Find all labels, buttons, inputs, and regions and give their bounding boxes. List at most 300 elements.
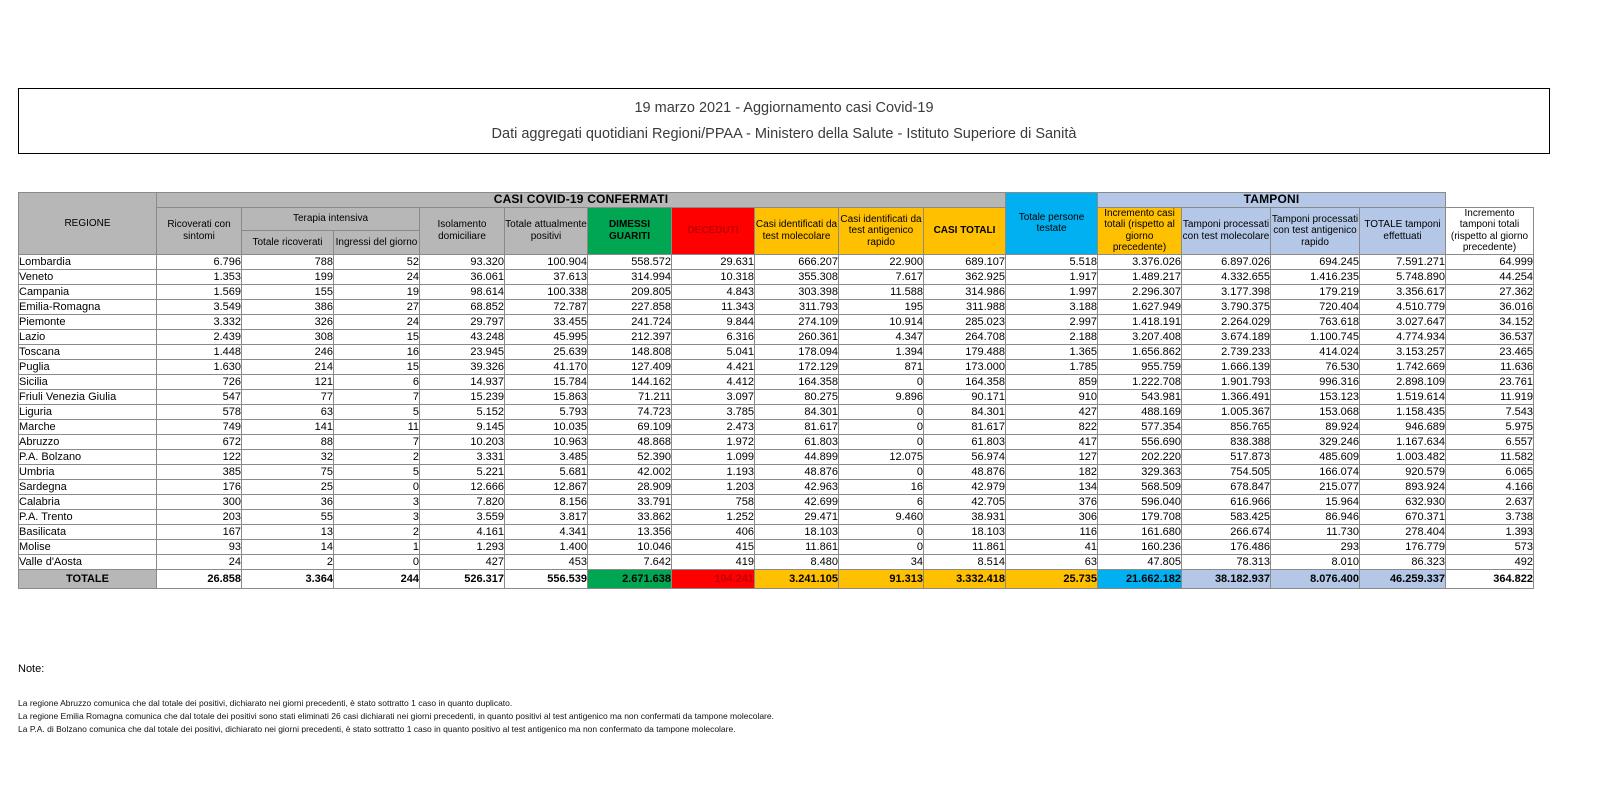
cell-isolamento: 3.331 [420,449,505,464]
cell-tamp_tot: 1.158.435 [1360,404,1446,419]
region-name-cell: Friuli Venezia Giulia [19,389,157,404]
cell-dimessi: 144.162 [588,374,672,389]
cell-ti_totale: 199 [242,269,334,284]
cell-molecolare: 29.471 [755,509,839,524]
cell-ti_ingressi: 2 [334,449,420,464]
cell-molecolare: 303.398 [755,284,839,299]
cell-antigenico: 16 [839,479,924,494]
cell-positivi: 3.817 [505,509,588,524]
table-row [19,554,1534,569]
cell-deceduti: 1.193 [672,464,755,479]
cell-positivi: 15.784 [505,374,588,389]
cell-antigenico: 0 [839,419,924,434]
cell-ti_totale: 75 [242,464,334,479]
cell-antigenico: 0 [839,539,924,554]
cell-tamp_ant: 720.404 [1271,299,1360,314]
cell-incr_tamp: 23.761 [1446,374,1534,389]
cell-tamp_mol: 3.177.398 [1182,284,1271,299]
cell-tamp_ant: 166.074 [1271,464,1360,479]
cell-tamp_ant: 15.964 [1271,494,1360,509]
cell-molecolare: 164.358 [755,374,839,389]
cell-dimessi: 52.390 [588,449,672,464]
cell-incr_casi: 427 [1006,404,1098,419]
cell-isolamento: 10.203 [420,434,505,449]
col-header-incremento-casi: Incremento casi totali (rispetto al giorno precedente) [1098,207,1182,254]
cell-incr_tamp: 3.738 [1446,509,1534,524]
cell-positivi: 5.681 [505,464,588,479]
cell-antigenico: 871 [839,359,924,374]
cell-incr_casi: 41 [1006,539,1098,554]
cell-incr_tamp: 11.919 [1446,389,1534,404]
cell-ricoverati: 176 [157,479,242,494]
cell-tamp_tot: 946.689 [1360,419,1446,434]
cell-isolamento: 12.666 [420,479,505,494]
cell-ti_totale: 88 [242,434,334,449]
region-name-cell: Piemonte [19,314,157,329]
cell-deceduti: 1.972 [672,434,755,449]
cell-casi_totali: 90.171 [924,389,1006,404]
cell-ricoverati: 1.569 [157,284,242,299]
cell-positivi: 12.867 [505,479,588,494]
cell-tamp_tot: 1.003.482 [1360,449,1446,464]
cell-positivi: 45.995 [505,329,588,344]
cell-incr_tamp: 4.166 [1446,479,1534,494]
cell-tamp_mol: 517.873 [1182,449,1271,464]
cell-incr_casi: 2.997 [1006,314,1098,329]
cell-isolamento: 98.614 [420,284,505,299]
cell-tamp_mol: 616.966 [1182,494,1271,509]
cell-positivi: 72.787 [505,299,588,314]
cell-ti_ingressi: 2 [334,524,420,539]
cell-ti_totale: 141 [242,419,334,434]
cell-ti_totale: 214 [242,359,334,374]
cell-testate: 596.040 [1098,494,1182,509]
cell-incr_tamp: 23.465 [1446,344,1534,359]
cell-casi_totali: 164.358 [924,374,1006,389]
cell-tamp_ant: 763.618 [1271,314,1360,329]
table-row [19,269,1534,284]
cell-molecolare: 666.207 [755,254,839,269]
col-header-persone-testate: Totale persone testate [1006,193,1098,255]
cell-casi_totali: 689.107 [924,254,1006,269]
cell-testate: 2.296.307 [1098,284,1182,299]
cell-tamp_mol: 3.790.375 [1182,299,1271,314]
cell-tamp_ant: 86.946 [1271,509,1360,524]
cell-tamp_tot: 4.510.779 [1360,299,1446,314]
cell-casi_totali: 81.617 [924,419,1006,434]
cell-antigenico: 10.914 [839,314,924,329]
col-header-totale-positivi: Totale attualmente positivi [505,207,588,254]
cell-molecolare: 61.803 [755,434,839,449]
cell-casi_totali: 173.000 [924,359,1006,374]
table-row [19,479,1534,494]
cell-deceduti: 758 [672,494,755,509]
cell-tamp_mol: 2.264.029 [1182,314,1271,329]
cell-isolamento: 5.152 [420,404,505,419]
cell-tamp_ant: 996.316 [1271,374,1360,389]
col-header-test-antigenico: Casi identificati da test antigenico rapido [839,207,924,254]
cell-tamp_mol: 856.765 [1182,419,1271,434]
cell-ti_totale: 14 [242,539,334,554]
cell-ti_totale: 32 [242,449,334,464]
cell-incr_tamp: 6.065 [1446,464,1534,479]
cell-isolamento: 15.239 [420,389,505,404]
cell-tamp_mol: 1.366.491 [1182,389,1271,404]
table-row [19,404,1534,419]
cell-molecolare: 178.094 [755,344,839,359]
cell-ricoverati: 672 [157,434,242,449]
cell-deceduti: 9.844 [672,314,755,329]
cell-antigenico: 11.588 [839,284,924,299]
cell-tamp_ant: 11.730 [1271,524,1360,539]
cell-isolamento: 68.852 [420,299,505,314]
cell-positivi: 41.170 [505,359,588,374]
cell-deceduti: 1.203 [672,479,755,494]
total-cell-tamp_ant: 8.076.400 [1271,569,1360,588]
total-cell-positivi: 556.539 [505,569,588,588]
cell-isolamento: 3.559 [420,509,505,524]
cell-incr_tamp: 64.999 [1446,254,1534,269]
cell-dimessi: 33.862 [588,509,672,524]
cell-incr_casi: 134 [1006,479,1098,494]
cell-casi_totali: 8.514 [924,554,1006,569]
cell-molecolare: 274.109 [755,314,839,329]
cell-dimessi: 13.356 [588,524,672,539]
region-name-cell: Valle d'Aosta [19,554,157,569]
total-cell-testate: 21.662.182 [1098,569,1182,588]
notes-section [18,663,774,735]
cell-tamp_ant: 293 [1271,539,1360,554]
region-name-cell: Lazio [19,329,157,344]
cell-ricoverati: 726 [157,374,242,389]
cell-incr_casi: 1.917 [1006,269,1098,284]
cell-ricoverati: 547 [157,389,242,404]
cell-positivi: 10.035 [505,419,588,434]
band-terapia-intensiva: Terapia intensiva [242,207,420,231]
cell-ti_ingressi: 6 [334,374,420,389]
table-row [19,314,1534,329]
region-name-cell: Marche [19,419,157,434]
cell-isolamento: 23.945 [420,344,505,359]
cell-dimessi: 241.724 [588,314,672,329]
cell-tamp_tot: 3.356.617 [1360,284,1446,299]
cell-tamp_mol: 4.332.655 [1182,269,1271,284]
region-name-cell: P.A. Trento [19,509,157,524]
cell-tamp_mol: 754.505 [1182,464,1271,479]
cell-tamp_tot: 670.371 [1360,509,1446,524]
cell-casi_totali: 48.876 [924,464,1006,479]
cell-tamp_mol: 838.388 [1182,434,1271,449]
cell-dimessi: 148.808 [588,344,672,359]
cell-deceduti: 406 [672,524,755,539]
cell-antigenico: 195 [839,299,924,314]
cell-testate: 329.363 [1098,464,1182,479]
cell-dimessi: 314.994 [588,269,672,284]
cell-ricoverati: 6.796 [157,254,242,269]
cell-tamp_ant: 215.077 [1271,479,1360,494]
cell-antigenico: 22.900 [839,254,924,269]
cell-positivi: 453 [505,554,588,569]
cell-positivi: 15.863 [505,389,588,404]
cell-tamp_tot: 1.167.634 [1360,434,1446,449]
cell-molecolare: 44.899 [755,449,839,464]
cell-tamp_tot: 86.323 [1360,554,1446,569]
cell-incr_tamp: 1.393 [1446,524,1534,539]
total-label-cell: TOTALE [19,569,157,588]
cell-isolamento: 93.320 [420,254,505,269]
cell-antigenico: 0 [839,464,924,479]
cell-tamp_ant: 414.024 [1271,344,1360,359]
cell-ti_totale: 246 [242,344,334,359]
cell-tamp_tot: 278.404 [1360,524,1446,539]
cell-antigenico: 0 [839,434,924,449]
cell-molecolare: 260.361 [755,329,839,344]
total-cell-ti_ingressi: 244 [334,569,420,588]
table-row [19,464,1534,479]
covid-data-table [18,192,1534,589]
table-body [19,254,1534,588]
cell-ti_totale: 155 [242,284,334,299]
region-name-cell: Sardegna [19,479,157,494]
cell-ti_ingressi: 24 [334,314,420,329]
cell-dimessi: 42.002 [588,464,672,479]
cell-tamp_ant: 153.068 [1271,404,1360,419]
cell-testate: 1.489.217 [1098,269,1182,284]
region-name-cell: Abruzzo [19,434,157,449]
cell-ti_totale: 326 [242,314,334,329]
cell-casi_totali: 285.023 [924,314,1006,329]
cell-positivi: 25.639 [505,344,588,359]
band-tamponi: TAMPONI [1098,193,1446,208]
report-title: 19 marzo 2021 - Aggiornamento casi Covid-19 [634,100,934,116]
cell-ti_totale: 77 [242,389,334,404]
cell-incr_casi: 910 [1006,389,1098,404]
cell-ti_totale: 2 [242,554,334,569]
cell-tamp_mol: 78.313 [1182,554,1271,569]
cell-incr_casi: 63 [1006,554,1098,569]
cell-ti_ingressi: 52 [334,254,420,269]
cell-testate: 568.509 [1098,479,1182,494]
region-name-cell: Veneto [19,269,157,284]
cell-antigenico: 7.617 [839,269,924,284]
cell-incr_casi: 2.188 [1006,329,1098,344]
cell-deceduti: 3.785 [672,404,755,419]
cell-molecolare: 311.793 [755,299,839,314]
cell-molecolare: 80.275 [755,389,839,404]
cell-molecolare: 42.963 [755,479,839,494]
region-name-cell: Toscana [19,344,157,359]
cell-tamp_tot: 4.774.934 [1360,329,1446,344]
cell-positivi: 3.485 [505,449,588,464]
table-row [19,539,1534,554]
band-casi-confermati: CASI COVID-19 CONFERMATI [157,193,1006,208]
cell-deceduti: 11.343 [672,299,755,314]
table-row [19,344,1534,359]
cell-antigenico: 0 [839,374,924,389]
cell-tamp_mol: 583.425 [1182,509,1271,524]
cell-molecolare: 355.308 [755,269,839,284]
cell-tamp_ant: 8.010 [1271,554,1360,569]
cell-dimessi: 48.868 [588,434,672,449]
cell-incr_tamp: 11.582 [1446,449,1534,464]
total-cell-tamp_tot: 46.259.337 [1360,569,1446,588]
cell-dimessi: 7.642 [588,554,672,569]
total-cell-incr_casi: 25.735 [1006,569,1098,588]
total-cell-dimessi: 2.671.638 [588,569,672,588]
cell-tamp_ant: 76.530 [1271,359,1360,374]
cell-incr_tamp: 27.362 [1446,284,1534,299]
cell-isolamento: 39.326 [420,359,505,374]
cell-deceduti: 5.041 [672,344,755,359]
cell-incr_casi: 1.997 [1006,284,1098,299]
cell-ti_ingressi: 5 [334,464,420,479]
cell-antigenico: 1.394 [839,344,924,359]
table-row [19,329,1534,344]
col-header-regione: REGIONE [19,193,157,255]
cell-testate: 160.236 [1098,539,1182,554]
notes-title: Note: [18,663,45,675]
cell-casi_totali: 42.705 [924,494,1006,509]
cell-testate: 488.169 [1098,404,1182,419]
cell-antigenico: 6 [839,494,924,509]
col-header-deceduti: DECEDUTI [672,207,755,254]
cell-antigenico: 9.896 [839,389,924,404]
cell-antigenico: 0 [839,524,924,539]
cell-isolamento: 4.161 [420,524,505,539]
cell-deceduti: 1.099 [672,449,755,464]
cell-tamp_ant: 153.123 [1271,389,1360,404]
col-header-isolamento: Isolamento domiciliare [420,207,505,254]
cell-deceduti: 4.421 [672,359,755,374]
cell-ti_totale: 308 [242,329,334,344]
cell-testate: 161.680 [1098,524,1182,539]
total-cell-ricoverati: 26.858 [157,569,242,588]
cell-tamp_tot: 5.748.890 [1360,269,1446,284]
table-row [19,434,1534,449]
cell-testate: 1.656.862 [1098,344,1182,359]
cell-casi_totali: 362.925 [924,269,1006,284]
cell-incr_casi: 5.518 [1006,254,1098,269]
cell-incr_tamp: 492 [1446,554,1534,569]
cell-dimessi: 69.109 [588,419,672,434]
table-head [19,193,1534,255]
total-cell-ti_totale: 3.364 [242,569,334,588]
col-header-ingressi-giorno: Ingressi del giorno [334,231,420,255]
cell-testate: 3.376.026 [1098,254,1182,269]
cell-ti_totale: 36 [242,494,334,509]
cell-incr_tamp: 573 [1446,539,1534,554]
cell-tamp_mol: 6.897.026 [1182,254,1271,269]
cell-molecolare: 84.301 [755,404,839,419]
cell-ricoverati: 3.549 [157,299,242,314]
cell-tamp_mol: 2.739.233 [1182,344,1271,359]
region-name-cell: Campania [19,284,157,299]
table-row [19,509,1534,524]
cell-antigenico: 34 [839,554,924,569]
cell-ti_totale: 121 [242,374,334,389]
cell-ti_totale: 25 [242,479,334,494]
cell-ricoverati: 300 [157,494,242,509]
cell-ti_ingressi: 16 [334,344,420,359]
cell-antigenico: 0 [839,404,924,419]
cell-isolamento: 7.820 [420,494,505,509]
cell-tamp_ant: 329.246 [1271,434,1360,449]
cell-isolamento: 43.248 [420,329,505,344]
cell-ti_ingressi: 24 [334,269,420,284]
cell-ti_ingressi: 0 [334,479,420,494]
cell-ti_totale: 55 [242,509,334,524]
table-row [19,494,1534,509]
table-row [19,359,1534,374]
cell-molecolare: 18.103 [755,524,839,539]
table-row [19,284,1534,299]
region-name-cell: Umbria [19,464,157,479]
cell-incr_tamp: 36.537 [1446,329,1534,344]
total-cell-isolamento: 526.317 [420,569,505,588]
cell-deceduti: 6.316 [672,329,755,344]
cell-incr_casi: 859 [1006,374,1098,389]
cell-tamp_ant: 179.219 [1271,284,1360,299]
table-row [19,389,1534,404]
cell-tamp_mol: 1.901.793 [1182,374,1271,389]
cell-ricoverati: 167 [157,524,242,539]
cell-positivi: 100.338 [505,284,588,299]
cell-incr_casi: 1.365 [1006,344,1098,359]
cell-dimessi: 33.791 [588,494,672,509]
cell-casi_totali: 61.803 [924,434,1006,449]
cell-positivi: 100.904 [505,254,588,269]
cell-ricoverati: 578 [157,404,242,419]
cell-testate: 1.418.191 [1098,314,1182,329]
table-row [19,449,1534,464]
cell-tamp_tot: 2.898.109 [1360,374,1446,389]
cell-isolamento: 1.293 [420,539,505,554]
cell-molecolare: 48.876 [755,464,839,479]
cell-dimessi: 209.805 [588,284,672,299]
cell-ricoverati: 203 [157,509,242,524]
cell-incr_tamp: 34.152 [1446,314,1534,329]
cell-dimessi: 127.409 [588,359,672,374]
cell-positivi: 1.400 [505,539,588,554]
cell-incr_casi: 822 [1006,419,1098,434]
cell-antigenico: 12.075 [839,449,924,464]
region-name-cell: Lombardia [19,254,157,269]
cell-tamp_tot: 893.924 [1360,479,1446,494]
note-line: La regione Abruzzo comunica che dal totale dei positivi, dichiarato nei giorni precedenti, è stato sottratto 1 caso in quanto duplicato. [18,698,513,708]
table-row [19,299,1534,314]
cell-positivi: 5.793 [505,404,588,419]
cell-ricoverati: 749 [157,419,242,434]
cell-deceduti: 29.631 [672,254,755,269]
cell-tamp_tot: 1.742.669 [1360,359,1446,374]
cell-incr_casi: 3.188 [1006,299,1098,314]
cell-ricoverati: 1.630 [157,359,242,374]
cell-casi_totali: 18.103 [924,524,1006,539]
cell-tamp_ant: 1.416.235 [1271,269,1360,284]
cell-tamp_mol: 176.486 [1182,539,1271,554]
cell-testate: 47.805 [1098,554,1182,569]
cell-ti_ingressi: 19 [334,284,420,299]
cell-ti_ingressi: 1 [334,539,420,554]
cell-testate: 179.708 [1098,509,1182,524]
cell-incr_casi: 1.785 [1006,359,1098,374]
cell-deceduti: 4.843 [672,284,755,299]
report-header [18,88,1550,154]
cell-incr_tamp: 44.254 [1446,269,1534,284]
col-header-test-molecolare: Casi identificati da test molecolare [755,207,839,254]
total-cell-antigenico: 91.313 [839,569,924,588]
cell-tamp_mol: 1.666.139 [1182,359,1271,374]
